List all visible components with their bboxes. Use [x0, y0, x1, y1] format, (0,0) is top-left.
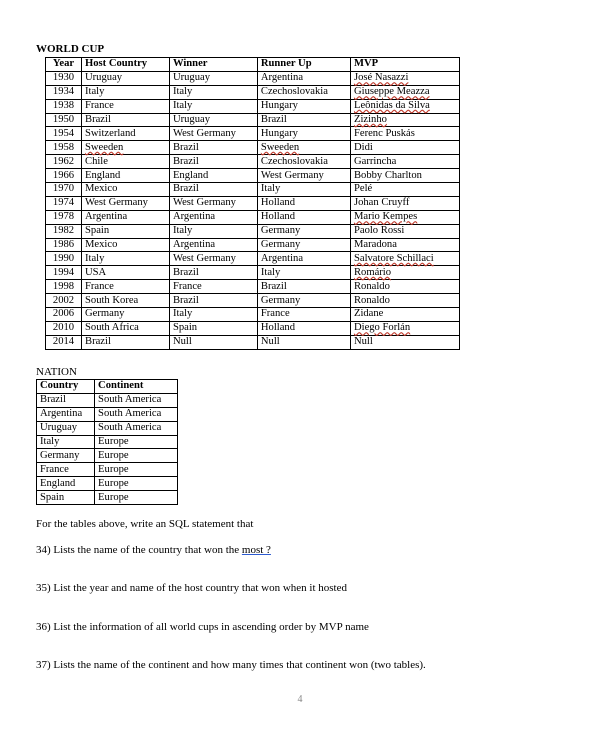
- cell-text: France: [85, 280, 114, 292]
- nation-row: [37, 407, 178, 421]
- cell-runner-up: [257, 183, 350, 197]
- cell-runner-up: [257, 280, 350, 294]
- nation-table: [36, 379, 178, 505]
- cell-winner: [169, 169, 257, 183]
- cell-year: [46, 113, 82, 127]
- cell-host-country: [82, 99, 170, 113]
- cell-host-country: [82, 169, 170, 183]
- cell-text: Brazil: [260, 114, 287, 125]
- cell-host-country: [82, 308, 170, 322]
- cell-host-country: [82, 238, 170, 252]
- cell-text: Bobby Charlton: [353, 169, 422, 181]
- cell-continent: South America: [95, 393, 178, 407]
- cell-text: Holland: [260, 322, 296, 334]
- cell-text: West Germany: [172, 197, 236, 209]
- cell-text: 1966: [52, 169, 75, 181]
- cell-text: Spain: [85, 225, 110, 237]
- cell-text: Sweeden: [260, 141, 300, 153]
- cell-host-country: [82, 183, 170, 197]
- cell-runner-up: [257, 71, 350, 85]
- cell-runner-up: [257, 224, 350, 238]
- cell-text: Johan Cruyff: [353, 197, 410, 209]
- cell-winner: [169, 113, 257, 127]
- cell-text: 1954: [52, 127, 75, 139]
- cell-year: [46, 85, 82, 99]
- nation-row: [37, 435, 178, 449]
- cell-text: Italy: [172, 86, 193, 98]
- worldcup-row: [46, 169, 460, 183]
- cell-winner: [169, 238, 257, 252]
- cell-text: Argentina: [260, 72, 304, 84]
- cell-winner: [169, 71, 257, 85]
- worldcup-row: [46, 196, 460, 210]
- cell-text: West Germany: [172, 252, 236, 264]
- cell-text: France: [260, 308, 290, 320]
- cell-host-country: [82, 155, 170, 169]
- cell-mvp: [350, 238, 459, 252]
- cell-text: Germany: [260, 225, 301, 237]
- cell-text: France: [85, 100, 114, 112]
- worldcup-row: [46, 266, 460, 280]
- cell-text: Argentina: [172, 239, 216, 251]
- cell-text: Germany: [260, 294, 301, 306]
- cell-winner: [169, 321, 257, 335]
- cell-mvp: [350, 252, 459, 266]
- cell-text: 1934: [52, 86, 75, 98]
- cell-host-country: [82, 113, 170, 127]
- cell-mvp: [350, 196, 459, 210]
- worldcup-row: [46, 113, 460, 127]
- cell-text: Brazil: [85, 114, 111, 125]
- cell-text: José Nasazzi: [353, 72, 409, 84]
- cell-host-country: [82, 335, 170, 349]
- cell-text: Null: [172, 336, 192, 348]
- cell-text: West Germany: [260, 169, 324, 181]
- cell-text: Mexico: [85, 239, 118, 251]
- worldcup-row: [46, 294, 460, 308]
- cell-runner-up: [257, 321, 350, 335]
- cell-text: Garrincha: [353, 155, 397, 167]
- cell-host-country: [82, 141, 170, 155]
- header-continent: Continent: [95, 380, 178, 394]
- cell-host-country: [82, 85, 170, 99]
- cell-winner: [169, 141, 257, 155]
- nation-row: [37, 477, 178, 491]
- cell-year: [46, 252, 82, 266]
- cell-text: Spain: [172, 322, 198, 334]
- cell-text: 2002: [52, 294, 75, 306]
- header-mvp: MVP: [350, 58, 459, 72]
- cell-year: [46, 71, 82, 85]
- cell-mvp: [350, 210, 459, 224]
- cell-mvp: [350, 71, 459, 85]
- cell-runner-up: [257, 169, 350, 183]
- cell-text: England: [85, 169, 121, 181]
- cell-text: Null: [353, 336, 373, 348]
- cell-mvp: [350, 335, 459, 349]
- cell-text: Mexico: [85, 183, 118, 195]
- cell-text: South Africa: [85, 322, 139, 334]
- cell-year: [46, 169, 82, 183]
- cell-text: Romário: [353, 266, 392, 278]
- cell-year: [46, 210, 82, 224]
- cell-continent: Europe: [95, 477, 178, 491]
- cell-country: France: [37, 463, 95, 477]
- nation-row: [37, 491, 178, 505]
- cell-text: West Germany: [85, 197, 148, 209]
- cell-text: Holland: [260, 197, 296, 209]
- cell-mvp: [350, 294, 459, 308]
- cell-mvp: [350, 169, 459, 183]
- cell-runner-up: [257, 155, 350, 169]
- cell-year: [46, 183, 82, 197]
- cell-mvp: [350, 266, 459, 280]
- cell-text: 1978: [52, 211, 75, 223]
- cell-text: Italy: [260, 266, 281, 278]
- cell-runner-up: [257, 99, 350, 113]
- nation-row: [37, 449, 178, 463]
- cell-text: Italy: [85, 86, 105, 98]
- cell-text: 1962: [52, 155, 75, 167]
- cell-text: Brazil: [172, 266, 199, 278]
- cell-text: Maradona: [353, 239, 397, 251]
- cell-mvp: [350, 141, 459, 155]
- cell-year: [46, 224, 82, 238]
- cell-runner-up: [257, 308, 350, 322]
- worldcup-header-row: [46, 58, 460, 72]
- cell-text: Null: [260, 336, 280, 348]
- cell-text: Giuseppe Meazza: [353, 86, 430, 98]
- cell-continent: South America: [95, 407, 178, 421]
- cell-runner-up: [257, 266, 350, 280]
- cell-country: Argentina: [37, 407, 95, 421]
- question-34: [36, 544, 271, 556]
- cell-host-country: [82, 71, 170, 85]
- cell-text: Paolo Rossi: [353, 225, 405, 237]
- cell-text: USA: [85, 266, 107, 278]
- worldcup-row: [46, 210, 460, 224]
- worldcup-title: WORLD CUP: [36, 43, 105, 55]
- worldcup-row: [46, 335, 460, 349]
- cell-continent: Europe: [95, 463, 178, 477]
- cell-text: Uruguay: [172, 114, 211, 125]
- worldcup-row: [46, 224, 460, 238]
- cell-text: Salvatore Schillaci: [353, 252, 434, 264]
- cell-text: Pelé: [353, 183, 373, 195]
- cell-mvp: [350, 99, 459, 113]
- cell-year: [46, 294, 82, 308]
- cell-text: Brazil: [172, 155, 199, 167]
- question-36: 36) List the information of all world cups in ascending order by MVP name: [36, 621, 369, 633]
- cell-text: Italy: [172, 225, 193, 237]
- cell-host-country: [82, 252, 170, 266]
- cell-text: Hungary: [260, 100, 298, 112]
- header-year: Year: [46, 58, 82, 72]
- cell-text: 1970: [52, 183, 75, 195]
- cell-runner-up: [257, 85, 350, 99]
- cell-mvp: [350, 127, 459, 141]
- header-winner: Winner: [169, 58, 257, 72]
- cell-mvp: [350, 183, 459, 197]
- cell-text: France: [172, 280, 202, 292]
- cell-winner: [169, 183, 257, 197]
- cell-continent: South America: [95, 421, 178, 435]
- cell-text: Leônidas da Silva: [353, 100, 430, 112]
- cell-text: Zizinho: [353, 114, 387, 125]
- cell-text: 1938: [52, 100, 75, 112]
- cell-text: Brazil: [172, 183, 199, 195]
- cell-host-country: [82, 294, 170, 308]
- header-country: Country: [37, 380, 95, 394]
- header-host-country: Host Country: [82, 58, 170, 72]
- cell-text: 1998: [52, 280, 75, 292]
- cell-text: Brazil: [172, 141, 199, 153]
- cell-host-country: [82, 210, 170, 224]
- cell-text: West Germany: [172, 127, 236, 139]
- worldcup-row: [46, 141, 460, 155]
- cell-text: Italy: [260, 183, 281, 195]
- instructions-text: For the tables above, write an SQL statement that: [36, 518, 254, 530]
- worldcup-row: [46, 238, 460, 252]
- cell-mvp: [350, 155, 459, 169]
- nation-row: [37, 421, 178, 435]
- cell-text: Chile: [85, 155, 108, 167]
- cell-host-country: [82, 280, 170, 294]
- cell-runner-up: [257, 252, 350, 266]
- cell-text: Sweeden: [85, 141, 124, 153]
- cell-host-country: [82, 224, 170, 238]
- cell-country: Germany: [37, 449, 95, 463]
- cell-country: Italy: [37, 435, 95, 449]
- cell-text: Italy: [172, 100, 193, 112]
- worldcup-row: [46, 308, 460, 322]
- cell-runner-up: [257, 294, 350, 308]
- cell-text: Didi: [353, 141, 373, 153]
- cell-text: 1958: [52, 141, 75, 153]
- cell-text: 1994: [52, 266, 75, 278]
- nation-header-row: [37, 380, 178, 394]
- question-35: 35) List the year and name of the host country that won when it hosted: [36, 582, 347, 594]
- cell-text: Czechoslovakia: [260, 155, 328, 167]
- cell-runner-up: [257, 238, 350, 252]
- cell-country: England: [37, 477, 95, 491]
- cell-text: Ferenc Puskás: [353, 127, 415, 139]
- cell-host-country: [82, 196, 170, 210]
- cell-mvp: [350, 280, 459, 294]
- cell-text: Holland: [260, 211, 296, 223]
- cell-text: Brazil: [260, 280, 287, 292]
- cell-year: [46, 321, 82, 335]
- cell-winner: [169, 99, 257, 113]
- cell-winner: [169, 335, 257, 349]
- cell-year: [46, 238, 82, 252]
- worldcup-row: [46, 252, 460, 266]
- cell-year: [46, 280, 82, 294]
- cell-mvp: [350, 321, 459, 335]
- cell-text: 1982: [52, 225, 75, 237]
- question-34-link: most ?: [241, 544, 271, 556]
- worldcup-row: [46, 99, 460, 113]
- cell-text: 1950: [52, 114, 75, 125]
- cell-host-country: [82, 321, 170, 335]
- worldcup-table: [45, 57, 460, 350]
- cell-mvp: [350, 113, 459, 127]
- question-37: 37) Lists the name of the continent and how many times that continent won (two tables).: [36, 659, 426, 671]
- cell-text: Argentina: [172, 211, 216, 223]
- cell-winner: [169, 155, 257, 169]
- cell-host-country: [82, 127, 170, 141]
- nation-row: [37, 463, 178, 477]
- cell-text: Ronaldo: [353, 294, 390, 306]
- cell-text: Switzerland: [85, 127, 136, 139]
- worldcup-row: [46, 71, 460, 85]
- cell-winner: [169, 224, 257, 238]
- cell-text: 2014: [52, 336, 75, 348]
- cell-runner-up: [257, 141, 350, 155]
- cell-text: 2010: [52, 322, 75, 334]
- cell-year: [46, 308, 82, 322]
- cell-text: 1974: [52, 197, 75, 209]
- worldcup-row: [46, 155, 460, 169]
- cell-runner-up: [257, 210, 350, 224]
- cell-year: [46, 335, 82, 349]
- cell-winner: [169, 85, 257, 99]
- cell-mvp: [350, 308, 459, 322]
- cell-text: Mario Kempes: [353, 211, 418, 223]
- cell-country: Uruguay: [37, 421, 95, 435]
- cell-continent: Europe: [95, 435, 178, 449]
- cell-country: Spain: [37, 491, 95, 505]
- cell-text: 1990: [52, 252, 75, 264]
- cell-runner-up: [257, 335, 350, 349]
- cell-runner-up: [257, 127, 350, 141]
- cell-continent: Europe: [95, 491, 178, 505]
- cell-text: South Korea: [85, 294, 139, 306]
- nation-title: NATION: [36, 366, 77, 378]
- header-runner-up: Runner Up: [257, 58, 350, 72]
- worldcup-row: [46, 85, 460, 99]
- question-34-text: 34) Lists the name of the country that won the: [36, 544, 242, 556]
- cell-winner: [169, 266, 257, 280]
- cell-text: Argentina: [85, 211, 128, 223]
- cell-text: 1930: [52, 72, 75, 84]
- cell-winner: [169, 280, 257, 294]
- cell-text: Brazil: [172, 294, 199, 306]
- cell-year: [46, 99, 82, 113]
- cell-winner: [169, 252, 257, 266]
- cell-mvp: [350, 224, 459, 238]
- cell-winner: [169, 210, 257, 224]
- cell-text: Italy: [172, 308, 193, 320]
- cell-year: [46, 266, 82, 280]
- cell-text: 1986: [52, 239, 75, 251]
- cell-text: 2006: [52, 308, 75, 320]
- cell-year: [46, 196, 82, 210]
- cell-text: Germany: [260, 239, 301, 251]
- page-number: 4: [297, 694, 303, 705]
- cell-text: Brazil: [85, 336, 111, 348]
- cell-year: [46, 127, 82, 141]
- worldcup-row: [46, 280, 460, 294]
- cell-text: Germany: [85, 308, 125, 320]
- cell-text: Uruguay: [85, 72, 123, 84]
- cell-year: [46, 155, 82, 169]
- cell-winner: [169, 294, 257, 308]
- cell-runner-up: [257, 113, 350, 127]
- worldcup-row: [46, 127, 460, 141]
- cell-text: Hungary: [260, 127, 298, 139]
- cell-text: Diego Forlán: [353, 322, 411, 334]
- cell-text: Uruguay: [172, 72, 211, 84]
- cell-mvp: [350, 85, 459, 99]
- cell-winner: [169, 127, 257, 141]
- cell-host-country: [82, 266, 170, 280]
- cell-text: Ronaldo: [353, 280, 390, 292]
- cell-text: Italy: [85, 252, 105, 264]
- worldcup-row: [46, 183, 460, 197]
- cell-runner-up: [257, 196, 350, 210]
- cell-text: Argentina: [260, 252, 304, 264]
- nation-row: [37, 393, 178, 407]
- cell-winner: [169, 308, 257, 322]
- cell-continent: Europe: [95, 449, 178, 463]
- cell-text: Czechoslovakia: [260, 86, 328, 98]
- cell-country: Brazil: [37, 393, 95, 407]
- worldcup-row: [46, 321, 460, 335]
- cell-winner: [169, 196, 257, 210]
- cell-text: Zidane: [353, 308, 384, 320]
- cell-text: England: [172, 169, 209, 181]
- cell-year: [46, 141, 82, 155]
